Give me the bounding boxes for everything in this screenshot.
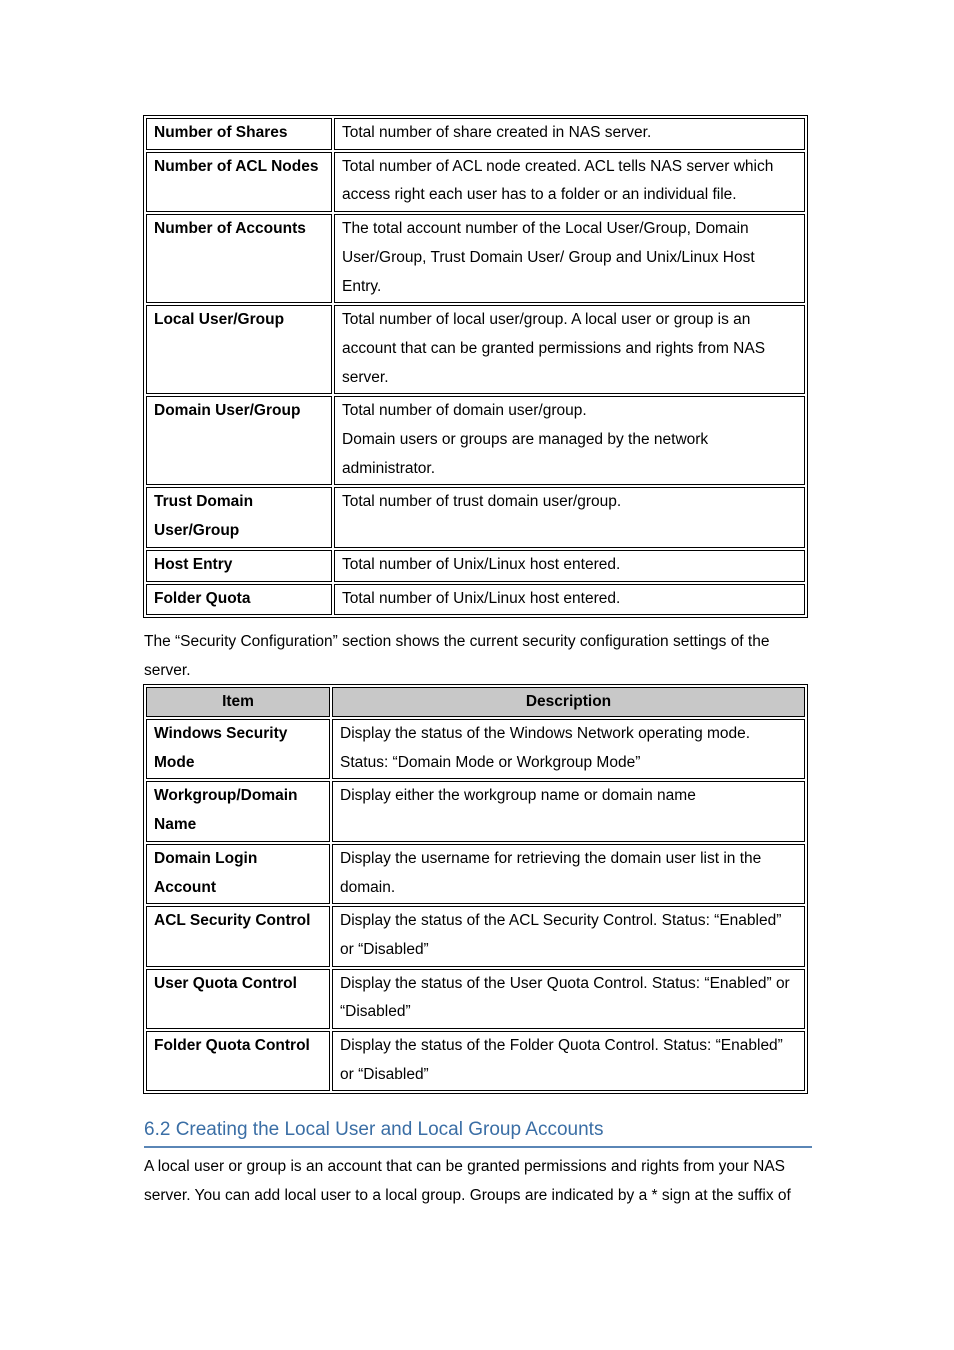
row-label: ACL Security Control: [146, 906, 330, 966]
description-line: Display the status of the ACL Security Control. Status: “Enabled” or “Disabled”: [340, 912, 782, 958]
security-config-table: [143, 684, 808, 1094]
description-line: Status: “Domain Mode or Workgroup Mode”: [340, 753, 641, 771]
description-line: The total account number of the Local User/Group, Domain User/Group, Trust Domain User/ Group and Unix/Linux Host Entry.: [342, 220, 755, 295]
row-description: [334, 396, 805, 485]
description-line: Total number of Unix/Linux host entered.: [342, 555, 621, 573]
table-row: [146, 305, 805, 394]
row-label: Number of Accounts: [146, 214, 332, 303]
row-description: [332, 844, 805, 904]
description-line: Total number of local user/group. A local user or group is an account that can be granted permissions and rights from NAS server.: [342, 311, 766, 386]
row-description: [334, 214, 805, 303]
table-row: [146, 584, 805, 616]
row-description: [334, 584, 805, 616]
row-label: Folder Quota: [146, 584, 332, 616]
row-label: User Quota Control: [146, 969, 330, 1029]
table-row: [146, 396, 805, 485]
table-row: [146, 214, 805, 303]
row-label: Number of Shares: [146, 118, 332, 150]
description-line: Domain users or groups are managed by the network administrator.: [342, 431, 709, 477]
description-line: Display the status of the Folder Quota Control. Status: “Enabled” or “Disabled”: [340, 1037, 783, 1083]
security-config-intro: The “Security Configuration” section shows the current security configuration settings of the server.: [144, 633, 770, 679]
table-row: [146, 906, 805, 966]
row-label: Local User/Group: [146, 305, 332, 394]
row-label: Number of ACL Nodes: [146, 152, 332, 212]
section-body: A local user or group is an account that can be granted permissions and rights from your NAS server. You can add local user to a local group. Groups are indicated by a * sign at the suffix of: [144, 1158, 791, 1204]
row-label: Windows Security Mode: [146, 719, 330, 779]
row-description: [332, 1031, 805, 1091]
row-description: [334, 550, 805, 582]
table-row: [146, 844, 805, 904]
table-row: [146, 118, 805, 150]
row-description: [332, 906, 805, 966]
header-description: Description: [332, 687, 805, 717]
table-row: [146, 487, 805, 547]
row-description: [334, 487, 805, 547]
row-label: Domain User/Group: [146, 396, 332, 485]
table-row: [146, 969, 805, 1029]
row-label: Domain Login Account: [146, 844, 330, 904]
description-line: Display the status of the Windows Network operating mode.: [340, 725, 751, 742]
table-row: [146, 550, 805, 582]
row-description: [332, 969, 805, 1029]
description-line: Total number of ACL node created. ACL tells NAS server which access right each user has to a folder or an individual file.: [342, 157, 774, 204]
table-row: [146, 781, 805, 841]
row-description: [334, 305, 805, 394]
table-row: [146, 1031, 805, 1091]
section-heading: 6.2 Creating the Local User and Local Group Accounts: [144, 1118, 812, 1148]
statistics-table: [143, 115, 808, 618]
row-label: Workgroup/Domain Name: [146, 781, 330, 841]
description-line: Total number of Unix/Linux host entered.: [342, 589, 621, 607]
description-line: Display the username for retrieving the domain user list in the domain.: [340, 849, 762, 896]
row-label: Host Entry: [146, 550, 332, 582]
row-description: [332, 781, 805, 841]
table-row: [146, 719, 805, 779]
description-line: Total number of trust domain user/group.: [342, 493, 622, 511]
header-item: Item: [146, 687, 330, 717]
row-description: [332, 719, 805, 779]
row-description: [334, 152, 805, 212]
description-line: Total number of share created in NAS server.: [342, 124, 652, 141]
row-description: [334, 118, 805, 150]
description-line: Display either the workgroup name or domain name: [340, 787, 696, 805]
row-label: Folder Quota Control: [146, 1031, 330, 1091]
row-label: Trust Domain User/Group: [146, 487, 332, 547]
table-row: [146, 152, 805, 212]
description-line: Total number of domain user/group.: [342, 402, 587, 420]
description-line: Display the status of the User Quota Control. Status: “Enabled” or “Disabled”: [340, 974, 790, 1021]
